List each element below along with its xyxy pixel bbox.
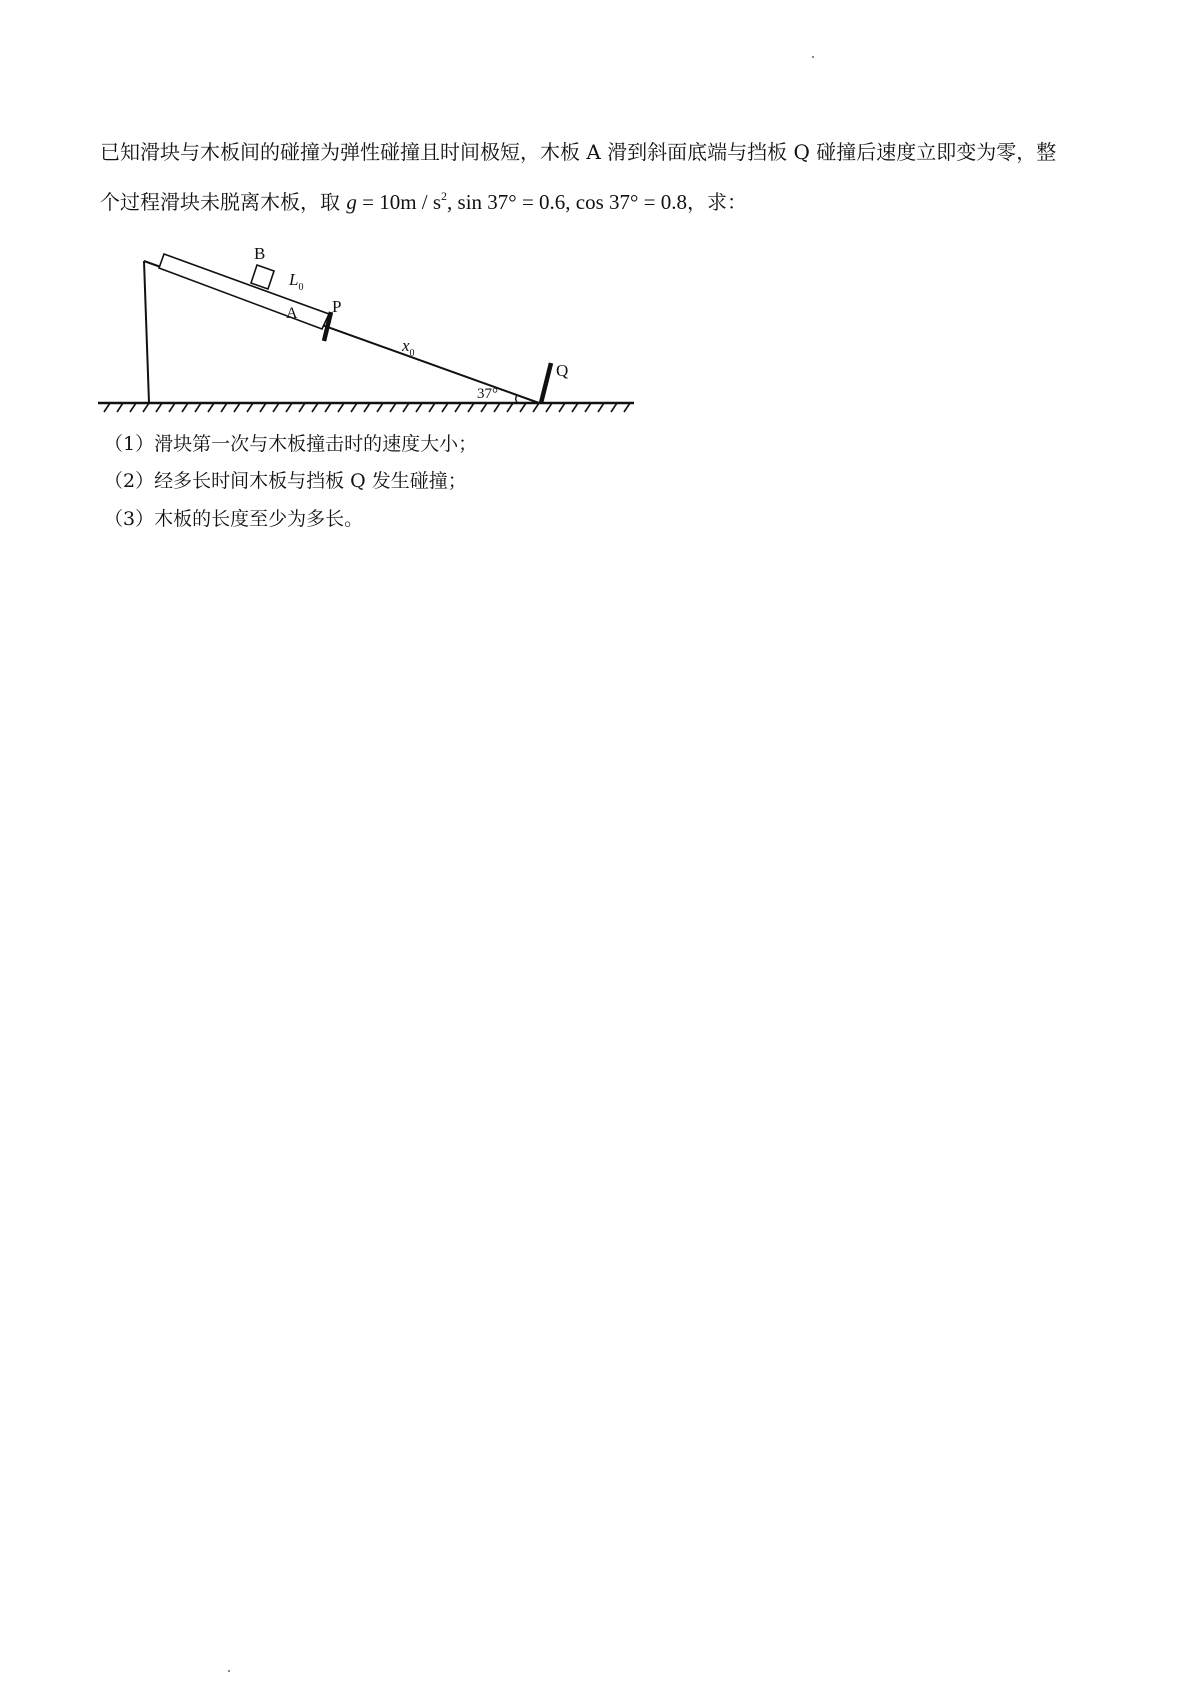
hatch-mark — [169, 403, 175, 412]
hatch-mark — [273, 403, 279, 412]
ground-hatching — [104, 403, 630, 412]
intro-line-1: 已知滑块与木板间的碰撞为弹性碰撞且时间极短，木板 A 滑到斜面底端与挡板 Q 碰撞后速度立即变为零，整 — [100, 140, 1057, 164]
label-p: P — [332, 297, 342, 316]
hatch-mark — [260, 403, 266, 412]
intro-line-2-suffix: ，求： — [687, 190, 748, 214]
hatch-mark — [520, 403, 526, 412]
hatch-mark — [208, 403, 214, 412]
hatch-mark — [494, 403, 500, 412]
hatch-mark — [221, 403, 227, 412]
hatch-mark — [481, 403, 487, 412]
intro-line-2-prefix: 个过程滑块未脱离木板，取 — [100, 190, 347, 214]
stop-q — [541, 363, 551, 403]
hatch-mark — [117, 403, 123, 412]
hatch-mark — [468, 403, 474, 412]
hatch-mark — [598, 403, 604, 412]
incline-diagram — [94, 228, 644, 418]
incline-vertical-side — [144, 261, 149, 403]
hatch-mark — [507, 403, 513, 412]
hatch-mark — [234, 403, 240, 412]
intro-line-2 — [100, 188, 747, 216]
hatch-mark — [403, 403, 409, 412]
hatch-mark — [624, 403, 630, 412]
hatch-mark — [611, 403, 617, 412]
question-3: （3）木板的长度至少为多长。 — [104, 508, 364, 530]
hatch-mark — [585, 403, 591, 412]
label-x0-main: x — [402, 336, 410, 355]
label-angle: 37° — [477, 386, 498, 402]
label-q: Q — [556, 361, 569, 380]
hatch-mark — [533, 403, 539, 412]
block-b — [251, 265, 274, 289]
label-a: A — [286, 305, 298, 322]
label-l0-sub: 0 — [298, 282, 304, 293]
label-b: B — [254, 244, 266, 263]
gravity-symbol: g — [346, 190, 357, 214]
hatch-mark — [390, 403, 396, 412]
hatch-mark — [416, 403, 422, 412]
hatch-mark — [182, 403, 188, 412]
hatch-mark — [338, 403, 344, 412]
hatch-mark — [572, 403, 578, 412]
hatch-mark — [156, 403, 162, 412]
page-speck-top — [812, 56, 814, 58]
hatch-mark — [559, 403, 565, 412]
hatch-mark — [143, 403, 149, 412]
page-speck-bottom — [228, 1670, 230, 1672]
hatch-mark — [429, 403, 435, 412]
label-l0 — [288, 270, 303, 293]
gravity-value: = 10m / s — [356, 190, 442, 214]
hatch-mark — [195, 403, 201, 412]
hatch-mark — [325, 403, 331, 412]
question-1: （1）滑块第一次与木板撞击时的速度大小； — [104, 433, 478, 455]
label-x0-sub: 0 — [409, 348, 415, 359]
hatch-mark — [351, 403, 357, 412]
trig-values: , sin 37° = 0.6, cos 37° = 0.8 — [447, 190, 688, 214]
label-l0-main: L — [289, 270, 299, 289]
hatch-mark — [247, 403, 253, 412]
board-a — [159, 254, 329, 329]
hatch-mark — [286, 403, 292, 412]
gravity-exponent: 2 — [441, 189, 448, 203]
hatch-mark — [455, 403, 461, 412]
hatch-mark — [299, 403, 305, 412]
hatch-mark — [377, 403, 383, 412]
question-2: （2）经多长时间木板与挡板 Q 发生碰撞； — [104, 470, 467, 492]
hatch-mark — [442, 403, 448, 412]
hatch-mark — [546, 403, 552, 412]
hatch-mark — [130, 403, 136, 412]
hatch-mark — [364, 403, 370, 412]
given-values-formula — [346, 190, 687, 214]
hatch-mark — [312, 403, 318, 412]
hatch-mark — [104, 403, 110, 412]
